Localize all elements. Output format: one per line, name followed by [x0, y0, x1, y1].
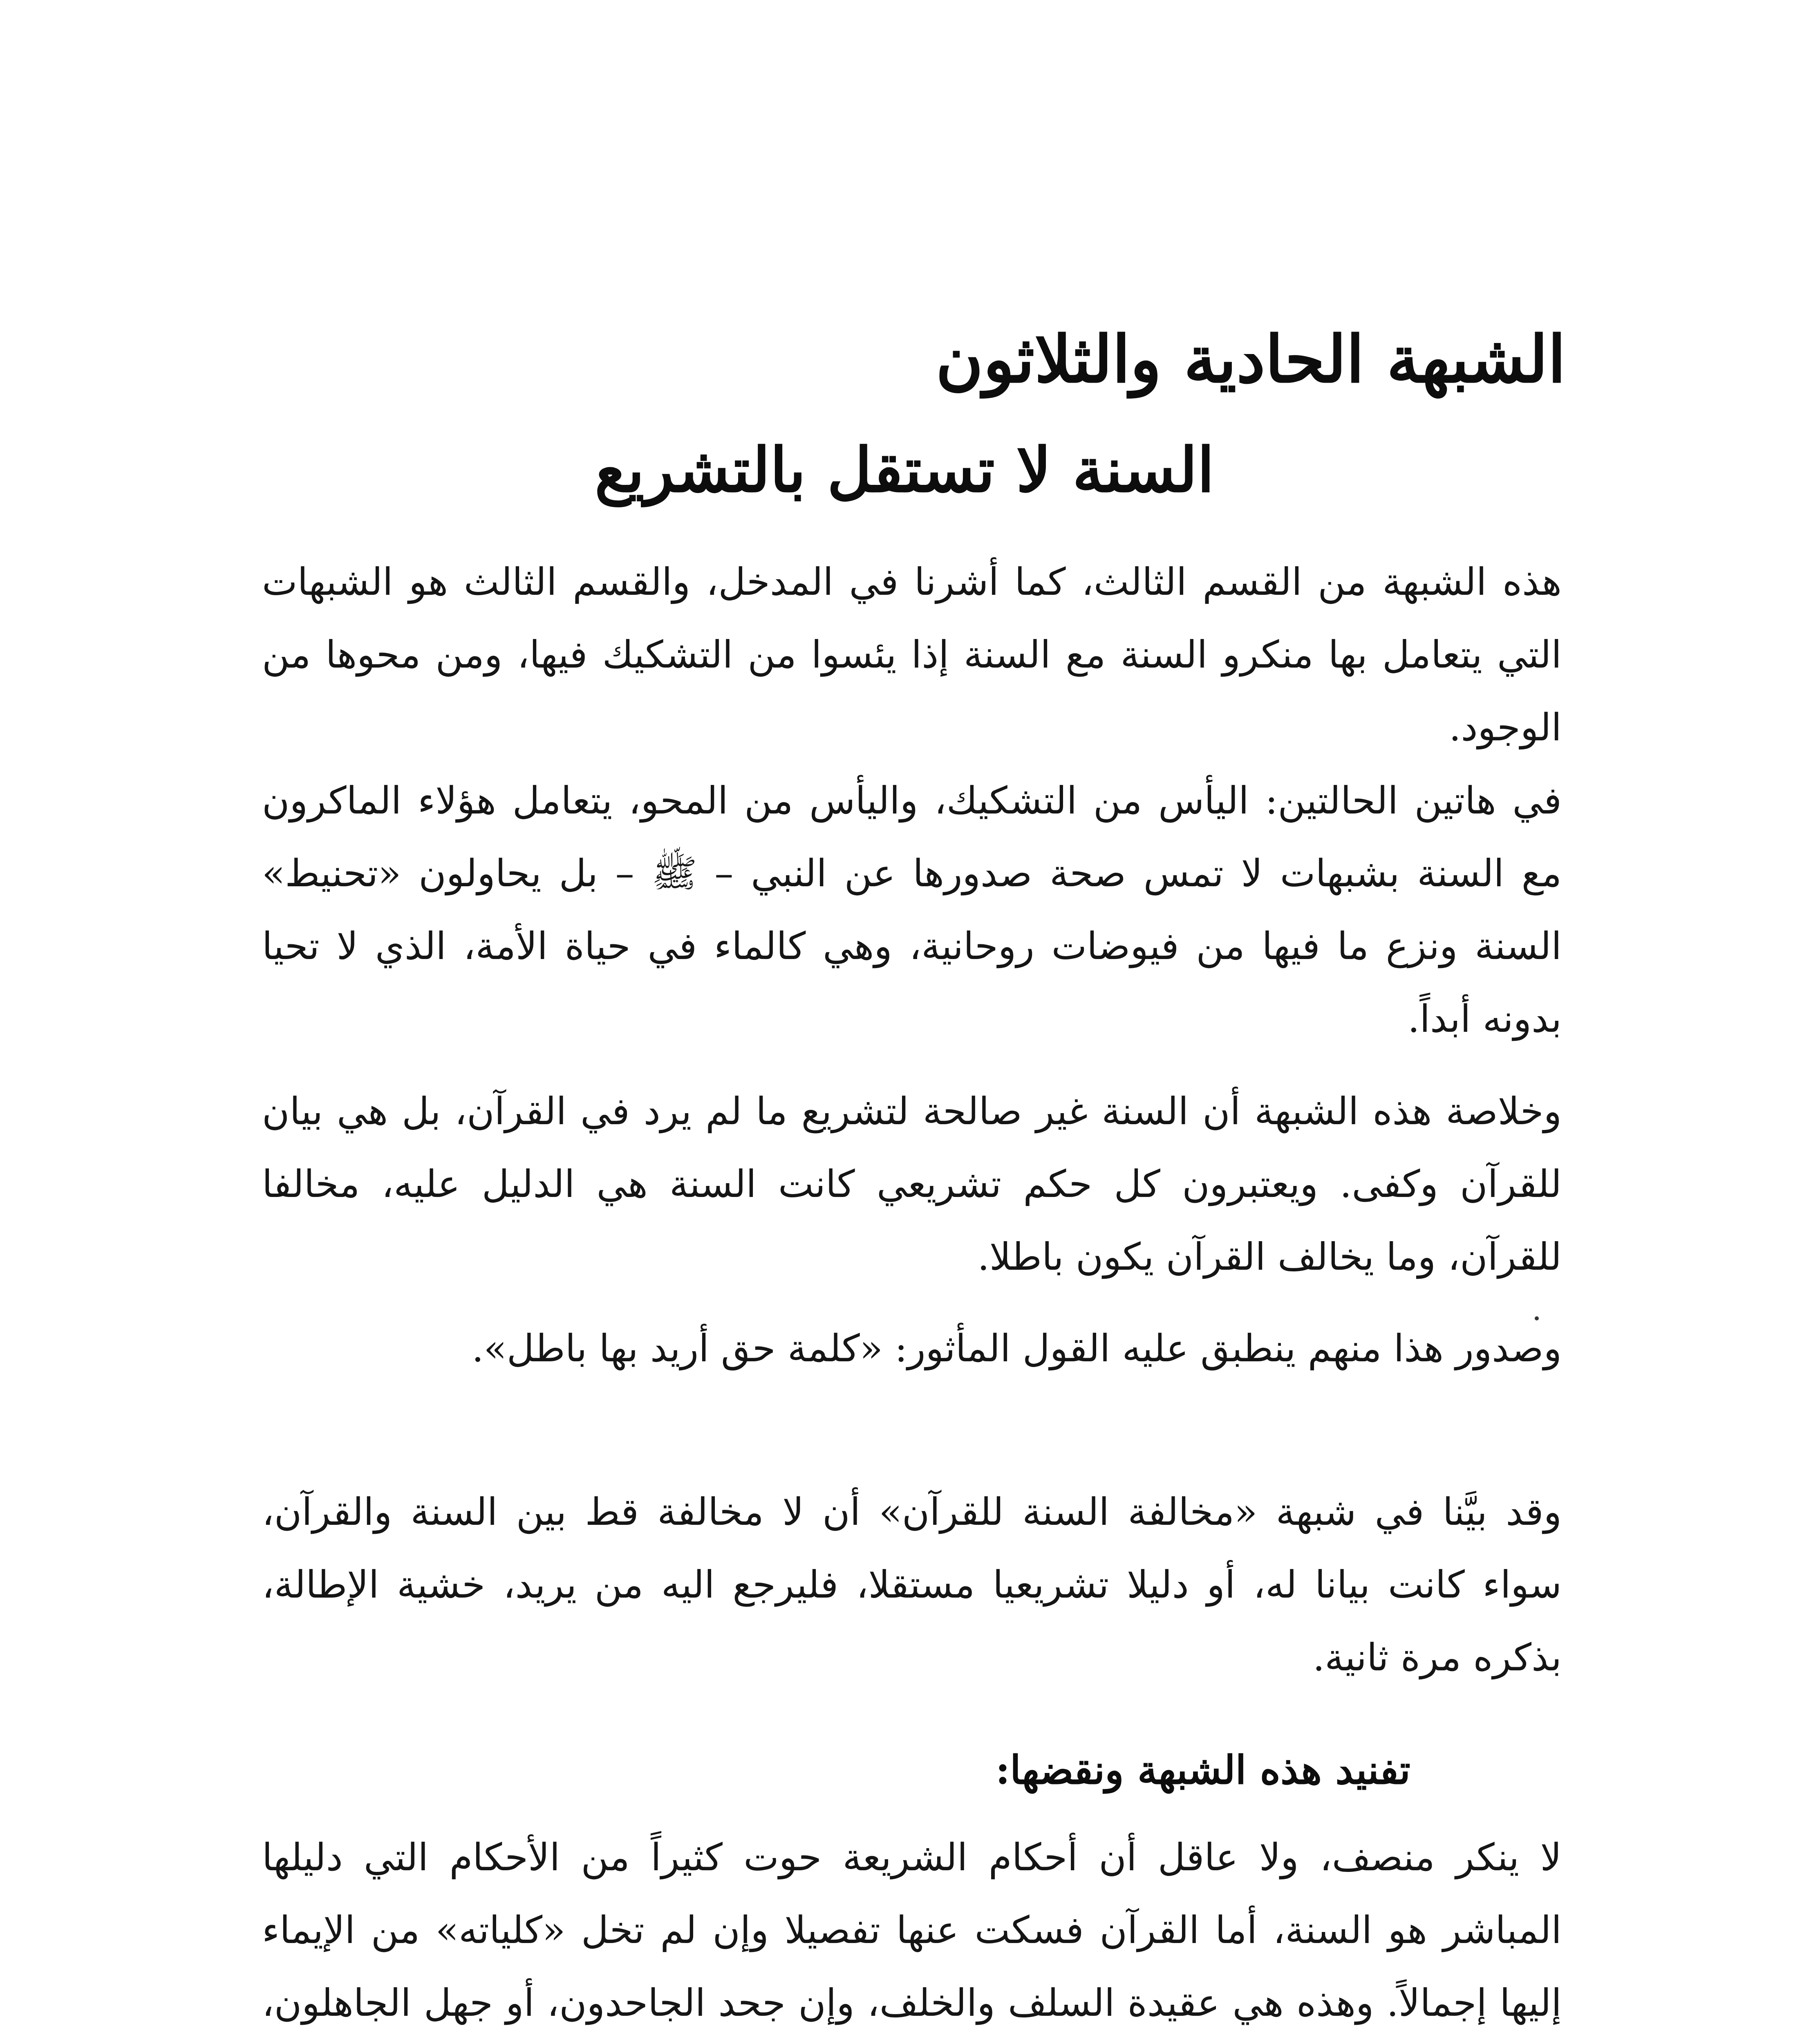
chapter-subtitle: السنة لا تستقل بالتشريع: [595, 434, 1214, 506]
section-paragraph: لا ينكر منصف، ولا عاقل أن أحكام الشريعة حوت كثيراً من الأحكام التي دليلها المباشر هو السنة، أما القرآن فسكت عنها تفصيلا وإن لم تخل «كلياته» من الإيماء إليها إجمالاً. وهذه هي عقيدة السلف والخلف، وإن جحد الجاحدون، أو جهل الجاهلون،: [262, 1836, 1562, 2025]
body-paragraph: وقد بيَّنا في شبهة «مخالفة السنة للقرآن» أن لا مخالفة قط بين السنة والقرآن، سواء كانت بيانا له، أو دليلا تشريعيا مستقلا، فليرجع اليه من يريد، خشية الإطالة، بذكره مرة ثانية.: [262, 1490, 1562, 1679]
section-heading: تفنيد هذه الشبهة ونقضها:: [995, 1747, 1410, 1793]
body-paragraph: هذه الشبهة من القسم الثالث، كما أشرنا في المدخل، والقسم الثالث هو الشبهات التي يتعامل بها منكرو السنة مع السنة إذا يئسوا من التشكيك فيها، ومن محوها من الوجود.: [262, 560, 1562, 749]
body-paragraph: وصدور هذا منهم ينطبق عليه القول المأثور: «كلمة حق أريد بها باطل».: [472, 1327, 1562, 1370]
body-paragraph: في هاتين الحالتين: اليأس من التشكيك، واليأس من المحو، يتعامل هؤلاء الماكرون مع السنة بشبهات لا تمس صحة صدورها عن النبي – ﷺ – بل يحاولون «تحنيط» السنة ونزع ما فيها من فيوضات روحانية، وهي كالماء في حياة الأمة، الذي لا تحيا بدونه أبداً.: [262, 779, 1562, 1041]
chapter-title: الشبهة الحادية والثلاثون: [936, 322, 1566, 397]
body-paragraph: وخلاصة هذه الشبهة أن السنة غير صالحة لتشريع ما لم يرد في القرآن، بل هي بيان للقرآن وكفى. ويعتبرون كل حكم تشريعي كانت السنة هي الدليل عليه، مخالفا للقرآن، وما يخالف القرآن يكون باطلا.: [262, 1089, 1562, 1279]
